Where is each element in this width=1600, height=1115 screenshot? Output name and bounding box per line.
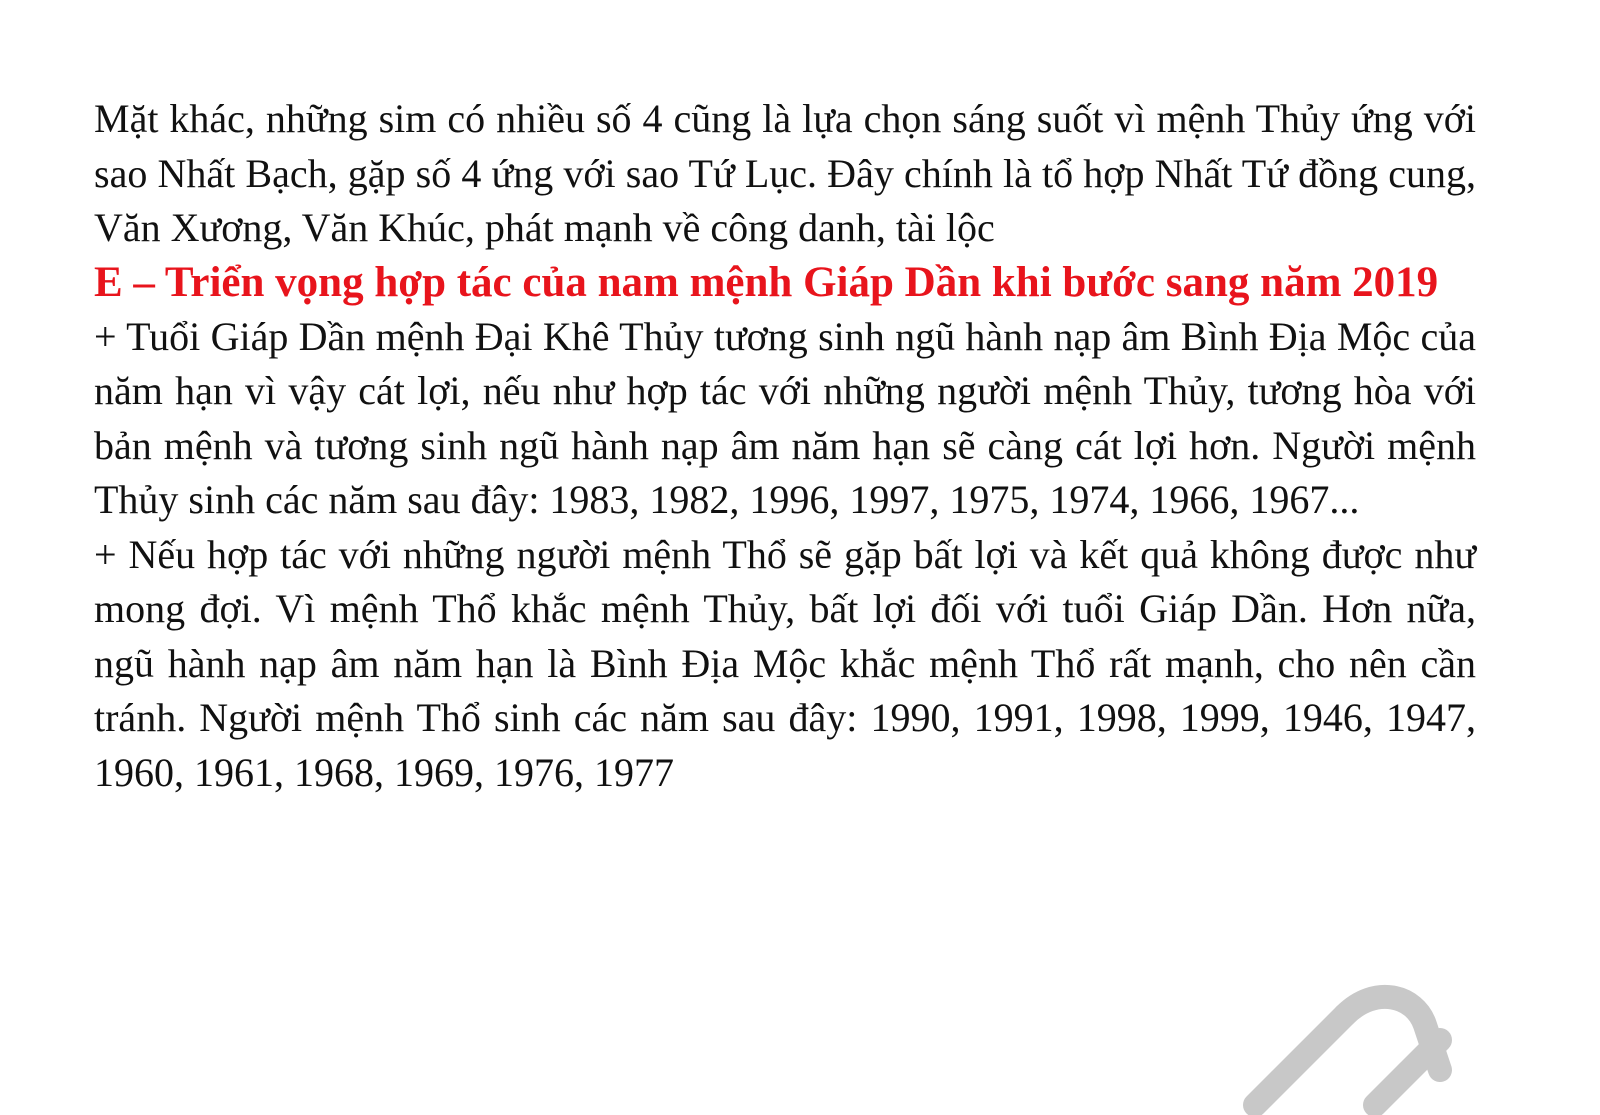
watermark-stroke-right — [1375, 1040, 1440, 1105]
section-heading-e: E – Triển vọng hợp tác của nam mệnh Giáp Dần khi bước sang năm 2019 — [94, 258, 1439, 306]
paragraph-sim-number-4: Mặt khác, những sim có nhiều số 4 cũng là lựa chọn sáng suốt vì mệnh Thủy ứng với sao Nhất Bạch, gặp số 4 ứng với sao Tứ Lục. Đây chính là tổ hợp Nhất Tứ đồng cung, Văn Xương, Văn Khúc, phát mạnh về công danh, tài lộc — [94, 96, 1476, 250]
paragraph-tho-partners: + Nếu hợp tác với những người mệnh Thổ sẽ gặp bất lợi và kết quả không được như mong đợi. Vì mệnh Thổ khắc mệnh Thủy, bất lợi đối với tuổi Giáp Dần. Hơn nữa, ngũ hành nạp âm năm hạn là Bình Địa Mộc khắc mệnh Thổ rất mạnh, cho nên cần tránh. Người mệnh Thổ sinh các năm sau đây: 1990, 1991, 1998, 1999, 1946, 1947, 1960, 1961, 1968, 1969, 1976, 1977 — [94, 531, 1476, 795]
watermark-stroke-arc — [1345, 997, 1440, 1070]
document-body — [94, 92, 1476, 800]
watermark-graphic — [1225, 975, 1485, 1115]
watermark-stroke-left — [1255, 1015, 1345, 1105]
paragraph-thuy-partners: + Tuổi Giáp Dần mệnh Đại Khê Thủy tương sinh ngũ hành nạp âm Bình Địa Mộc của năm hạn vì vậy cát lợi, nếu như hợp tác với những người mệnh Thủy, tương hòa với bản mệnh và tương sinh ngũ hành nạp âm năm hạn sẽ càng cát lợi hơn. Người mệnh Thủy sinh các năm sau đây: 1983, 1982, 1996, 1997, 1975, 1974, 1966, 1967... — [94, 313, 1476, 522]
